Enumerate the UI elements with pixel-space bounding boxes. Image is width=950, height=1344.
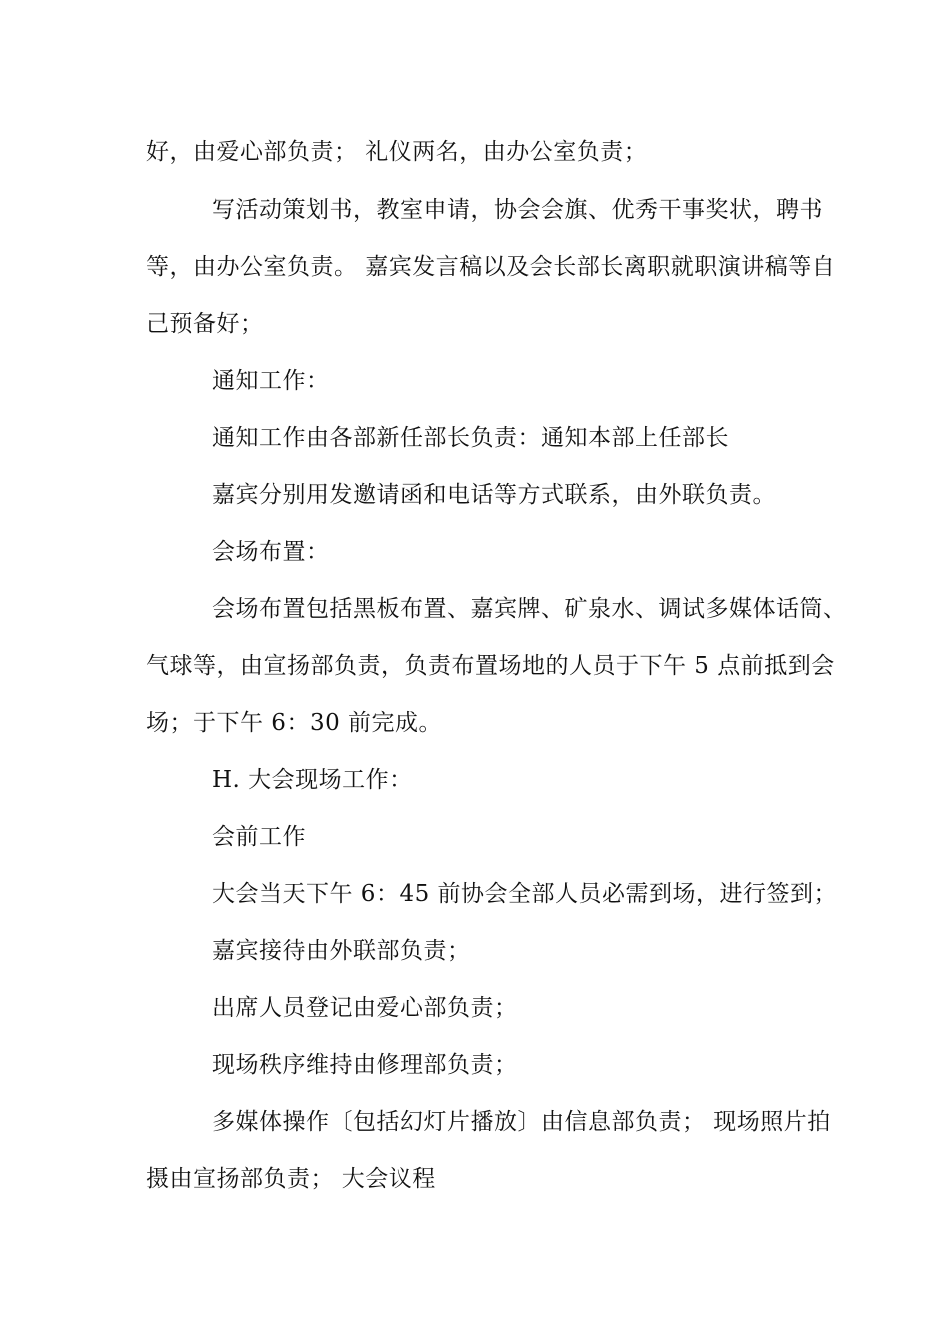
- text-line-1: 好，由爱心部负责； 礼仪两名，由办公室负责；: [146, 139, 648, 165]
- text-line-6: 通知工作由各部新任部长负责：通知本部上任部长: [212, 425, 729, 451]
- text-line-17: 现场秩序维持由修理部负责；: [212, 1052, 518, 1078]
- text-line-7: 嘉宾分别用发邀请函和电话等方式联系，由外联负责。: [212, 482, 776, 508]
- text-line-14: 大会当天下午 6：45 前协会全部人员必需到场，进行签到；: [212, 881, 838, 907]
- text-line-8: 会场布置：: [212, 539, 330, 565]
- text-line-9: 会场布置包括黑板布置、嘉宾牌、矿泉水、调试多媒体话筒、: [212, 596, 847, 622]
- text-line-11: 场；于下午 6：30 前完成。: [146, 710, 443, 736]
- text-line-2: 写活动策划书，教室申请，协会会旗、优秀干事奖状，聘书: [212, 197, 823, 223]
- text-line-4: 己预备好；: [146, 311, 264, 337]
- text-line-16: 出席人员登记由爱心部负责；: [212, 995, 518, 1021]
- text-line-18: 多媒体操作〔包括幻灯片播放〕由信息部负责； 现场照片拍: [212, 1109, 831, 1135]
- text-line-12: H. 大会现场工作：: [212, 767, 413, 793]
- text-line-15: 嘉宾接待由外联部负责；: [212, 938, 471, 964]
- text-line-10: 气球等，由宣扬部负责，负责布置场地的人员于下午 5 点前抵到会: [146, 653, 835, 679]
- text-line-13: 会前工作: [212, 824, 306, 850]
- text-line-3: 等，由办公室负责。 嘉宾发言稿以及会长部长离职就职演讲稿等自: [146, 254, 836, 280]
- text-line-19: 摄由宣扬部负责； 大会议程: [146, 1166, 436, 1192]
- text-line-5: 通知工作：: [212, 368, 330, 394]
